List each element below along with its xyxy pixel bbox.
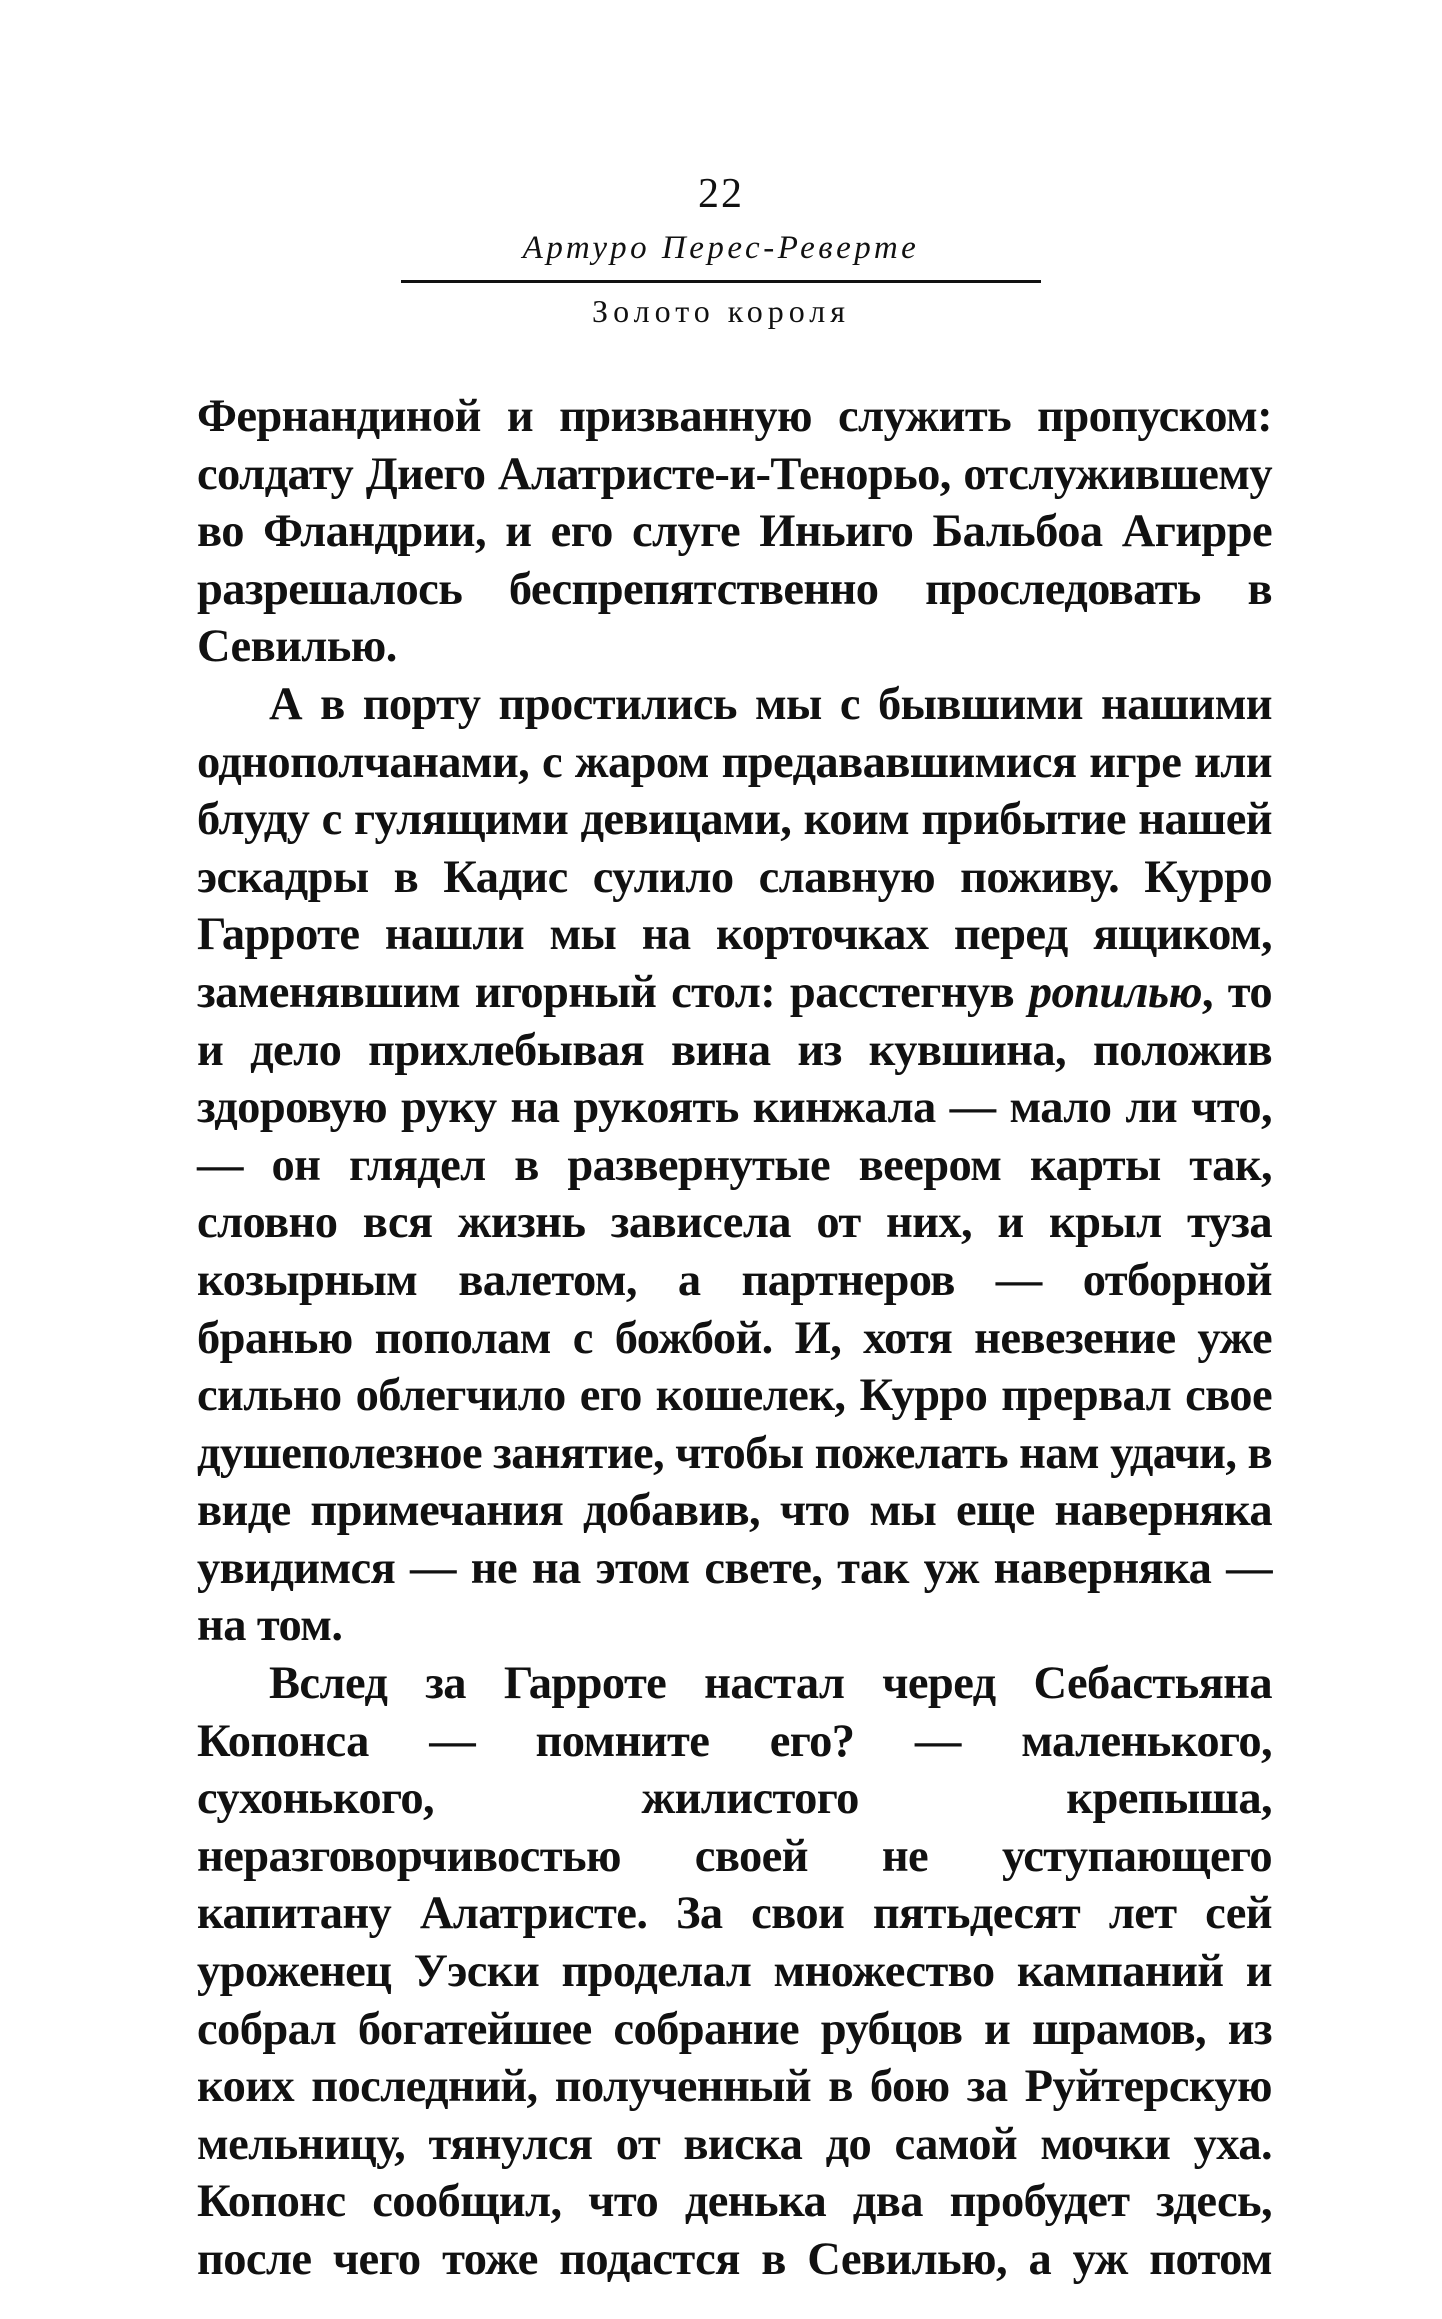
running-head	[0, 168, 1442, 331]
paragraph-3	[197, 1655, 1272, 2289]
paragraph-2	[197, 676, 1272, 1655]
header-divider	[401, 280, 1041, 283]
paragraph-1-text: Фернандиной и призванную служить пропуском: солдату Диего Алатристе-и-Тенорьо, отслужившему во Фландрии, и его слуге Иньиго Бальбоа Агирре разрешалось беспрепятственно проследовать в Севилью.	[197, 391, 1272, 673]
body-text	[197, 388, 1272, 2289]
book-title: Золото короля	[592, 293, 850, 329]
paragraph-1	[197, 388, 1272, 676]
italic-term: ропилью	[1028, 966, 1202, 1018]
page-number: 22	[698, 171, 744, 217]
author-name: Артуро Перес-Реверте	[522, 230, 920, 266]
paragraph-3-text: Вслед за Гарроте настал черед Себастьяна Копонса — помните его? — маленького, сухонького, жилистого крепыша, неразговорчивостью своей не уступающего капитану Алатристе. За свои пятьдесят лет сей уроженец Уэски проделал множество кампаний и собрал богатейшее собрание рубцов и шрамов, из коих последний, полученный в бою за Руйтерскую мельницу, тянулся от виска до самой мочки уха. Копонс сообщил, что денька два пробудет здесь, после чего тоже подастся в Севилью, а уж потом	[197, 1658, 1272, 2285]
paragraph-2-text-start: А в порту простились мы с бывшими нашими однополчанами, с жаром предававшимися игре или блуду с гулящими девицами, коим прибытие нашей эскадры в Кадис сулило славную поживу. Курро Гарроте нашли мы на корточках перед ящиком, заменявшим игорный стол: расстегнув	[197, 678, 1272, 1018]
paragraph-2-text-end: , то и дело прихлебывая вина из кувшина, положив здоровую руку на рукоять кинжала — мало ли что, — он глядел в развернутые веером карты так, словно вся жизнь зависела от них, и крыл туза козырным валетом, а партнеров — отборной бранью пополам с божбой. И, хотя невезение уже сильно облегчило его кошелек, Курро прервал свое душеполезное занятие, чтобы пожелать нам удачи, в виде примечания добавив, что мы еще наверняка увидимся — не на этом свете, так уж наверняка — на том.	[197, 966, 1272, 1652]
